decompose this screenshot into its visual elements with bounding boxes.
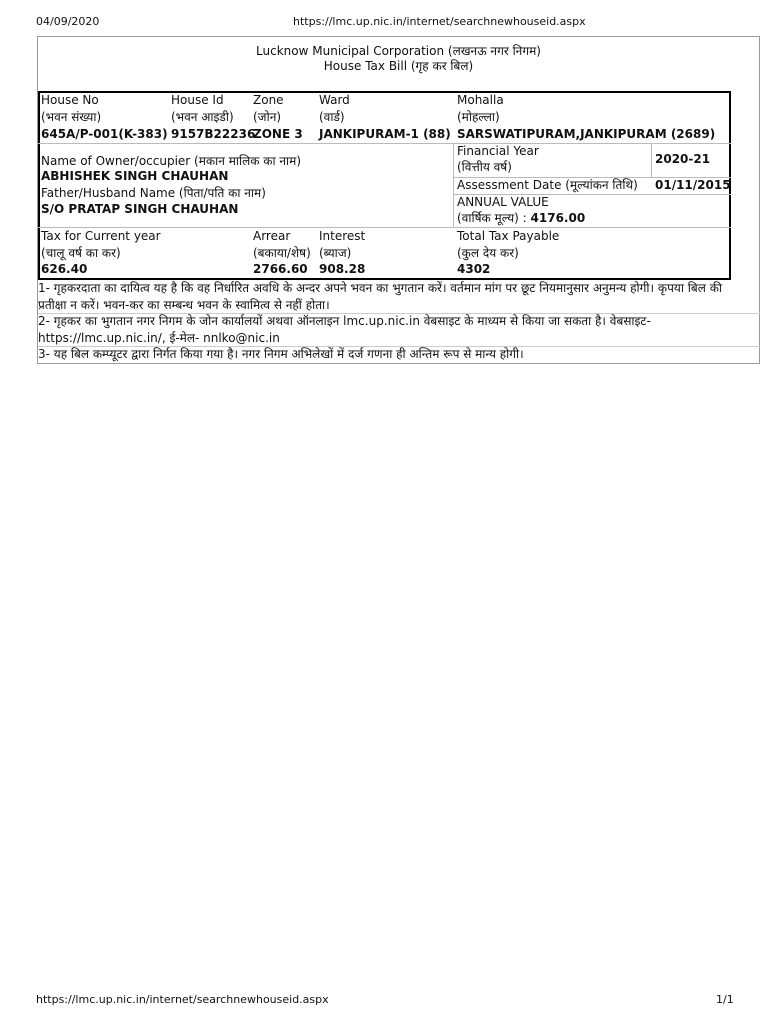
father-label: Father/Husband Name (पिता/पति का नाम): [41, 186, 266, 200]
ward-value: JANKIPURAM-1 (88): [319, 127, 451, 141]
column-divider: [453, 143, 454, 227]
zone-label: Zone: [253, 93, 284, 107]
note-1: 1- गृहकरदाता का दायित्व यह है कि वह निर्धारित अवधि के अन्दर अपने भवन का भुगतान करें। वर्तमान मांग पर छूट नियमानुसार अनुमन्य होगी। कृपया बिल की प्रतीक्षा न करें। भवन-कर का सम्बन्ध भवन के स्वामित्व से नहीं होता।: [38, 281, 723, 312]
financial-year-value: 2020-21: [655, 152, 711, 166]
annual-value-label-hindi: (वार्षिक मूल्य) :: [457, 211, 527, 225]
arrear-value: 2766.60: [253, 262, 308, 276]
annual-value-label: ANNUAL VALUE: [457, 195, 549, 209]
financial-year-label-hindi: (वित्तीय वर्ष): [457, 160, 512, 174]
current-tax-value: 626.40: [41, 262, 88, 276]
assessment-date-value: 01/11/2015: [655, 178, 731, 192]
note-3: 3- यह बिल कम्प्यूटर द्वारा निर्गत किया गया है। नगर निगम अभिलेखों में दर्ज गणना ही अन्तिम रूप से मान्य होगी।: [38, 347, 524, 361]
total-tax-label: Total Tax Payable: [457, 229, 560, 243]
house-id-label-hindi: (भवन आइडी): [171, 110, 234, 124]
print-url: https://lmc.up.nic.in/internet/searchnewhouseid.aspx: [293, 15, 586, 28]
mohalla-label-hindi: (मोहल्ला): [457, 110, 500, 124]
note-2: 2- गृहकर का भुगतान नगर निगम के जोन कार्यालयों अथवा ऑनलाइन lmc.up.nic.in वेबसाइट के माध्यम से किया जा सकता है। वेबसाइट- https://lmc.up.nic.in/, ई-मेल- nnlko@nic.in: [38, 314, 651, 345]
mohalla-label: Mohalla: [457, 93, 504, 107]
total-tax-value: 4302: [457, 262, 491, 276]
annual-value: 4176.00: [530, 211, 586, 225]
zone-value: ZONE 3: [253, 127, 303, 141]
owner-label: Name of Owner/occupier (मकान मालिक का नाम): [41, 154, 302, 168]
current-tax-label: Tax for Current year: [41, 229, 161, 243]
assessment-date-label: Assessment Date (मूल्यांकन तिथि): [457, 178, 638, 192]
print-date: 04/09/2020: [36, 15, 100, 28]
interest-value: 908.28: [319, 262, 366, 276]
financial-year-label: Financial Year: [457, 144, 539, 158]
corporation-name: Lucknow Municipal Corporation (लखनऊ नगर निगम): [256, 44, 541, 58]
row-divider: [38, 143, 731, 144]
arrear-label-hindi: (बकाया/शेष): [253, 246, 311, 260]
footer-url: https://lmc.up.nic.in/internet/searchnewhouseid.aspx: [36, 993, 329, 1006]
column-divider: [651, 143, 652, 177]
arrear-label: Arrear: [253, 229, 291, 243]
total-tax-label-hindi: (कुल देय कर): [457, 246, 519, 260]
annual-value-line: [457, 210, 585, 226]
father-name: S/O PRATAP SINGH CHAUHAN: [41, 202, 239, 216]
ward-label-hindi: (वार्ड): [319, 110, 345, 124]
house-no-value: 645A/P-001(K-383): [41, 127, 168, 141]
house-no-label-hindi: (भवन संख्या): [41, 110, 102, 124]
bill-notes: [38, 280, 728, 314]
zone-label-hindi: (जोन): [253, 110, 282, 124]
house-no-label: House No: [41, 93, 99, 107]
bill-notes: [38, 346, 728, 363]
current-tax-label-hindi: (चालू वर्ष का कर): [41, 246, 121, 260]
ward-label: Ward: [319, 93, 350, 107]
house-id-label: House Id: [171, 93, 224, 107]
house-id-value: 9157B22236: [171, 127, 256, 141]
bill-notes: [38, 313, 728, 347]
mohalla-value: SARSWATIPURAM,JANKIPURAM (2689): [457, 127, 716, 141]
page-number: 1/1: [716, 993, 734, 1006]
bill-type: House Tax Bill (गृह कर बिल): [323, 59, 474, 73]
interest-label-hindi: (ब्याज): [319, 246, 352, 260]
bill-title: [38, 44, 759, 74]
owner-name: ABHISHEK SINGH CHAUHAN: [41, 169, 229, 183]
interest-label: Interest: [319, 229, 366, 243]
